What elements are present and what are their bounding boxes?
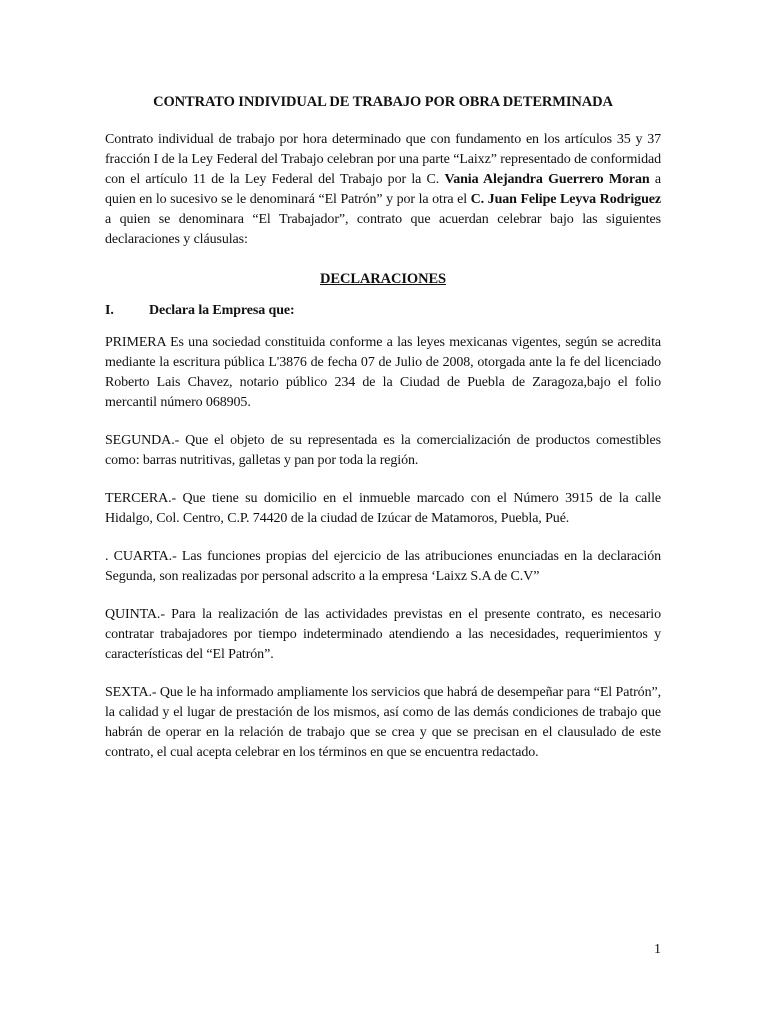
intro-text-3: a quien se denominara “El Trabajador”, contrato que acuerdan celebrar bajo las siguientes declaraciones y cláusulas: — [105, 212, 661, 247]
clause-tercera: TERCERA.- Que tiene su domicilio en el inmueble marcado con el Número 3915 de la calle Hidalgo, Col. Centro, C.P. 74420 de la ciudad de Izúcar de Matamoros, Puebla, Pué. — [105, 491, 661, 526]
section-heading — [105, 301, 661, 321]
clause-segunda: SEGUNDA.- Que el objeto de su representada es la comercialización de productos comestibles como: barras nutritivas, galletas y pan por toda la región. — [105, 433, 661, 468]
document-body — [105, 92, 661, 763]
declaraciones-heading: DECLARACIONES — [320, 271, 446, 287]
intro-paragraph — [105, 130, 661, 250]
document-title: CONTRATO INDIVIDUAL DE TRABAJO POR OBRA DETERMINADA — [153, 94, 613, 110]
clause-sexta: SEXTA.- Que le ha informado ampliamente los servicios que habrá de desempeñar para “El Patrón”, la calidad y el lugar de prestación de los mismos, así como de las demás condiciones de trabajo que habrán de operar en la relación de trabajo que se crea y que se precisan en el clausulado de este contrato, el cual acepta celebrar en los términos en que se encuentra redactado. — [105, 685, 661, 760]
clause-primera: PRIMERA Es una sociedad constituida conforme a las leyes mexicanas vigentes, según se acredita mediante la escritura pública L'3876 de fecha 07 de Julio de 2008, otorgada ante la fe del licenciado Roberto Lais Chavez, notario público 234 de la Ciudad de Puebla de Zaragoza,bajo el folio mercantil número 068905. — [105, 335, 661, 410]
intro-text-2: a quien en lo sucesivo se le denominará “El Patrón” y por la otra el — [105, 172, 661, 207]
patron-name: Vania Alejandra Guerrero Moran — [444, 172, 650, 187]
trabajador-name: C. Juan Felipe Leyva Rodriguez — [470, 192, 661, 207]
clause-quinta: QUINTA.- Para la realización de las actividades previstas en el presente contrato, es necesario contratar trabajadores por tiempo indeterminado atendiendo a las necesidades, requerimientos y características del “El Patrón”. — [105, 607, 661, 662]
section-number: I. — [105, 303, 114, 318]
page-number: 1 — [654, 942, 661, 957]
intro-text-1: Contrato individual de trabajo por hora determinado que con fundamento en los artículos 35 y 37 fracción I de la Ley Federal del Trabajo celebran por una parte “Laixz” representado de conformidad con el artículo 11 de la Ley Federal del Trabajo por la C. — [105, 132, 661, 187]
clause-cuarta: . CUARTA.- Las funciones propias del ejercicio de las atribuciones enunciadas en la declaración Segunda, son realizadas por personal adscrito a la empresa ‘Laixz S.A de C.V” — [105, 549, 661, 584]
section-label: Declara la Empresa que: — [149, 303, 295, 318]
